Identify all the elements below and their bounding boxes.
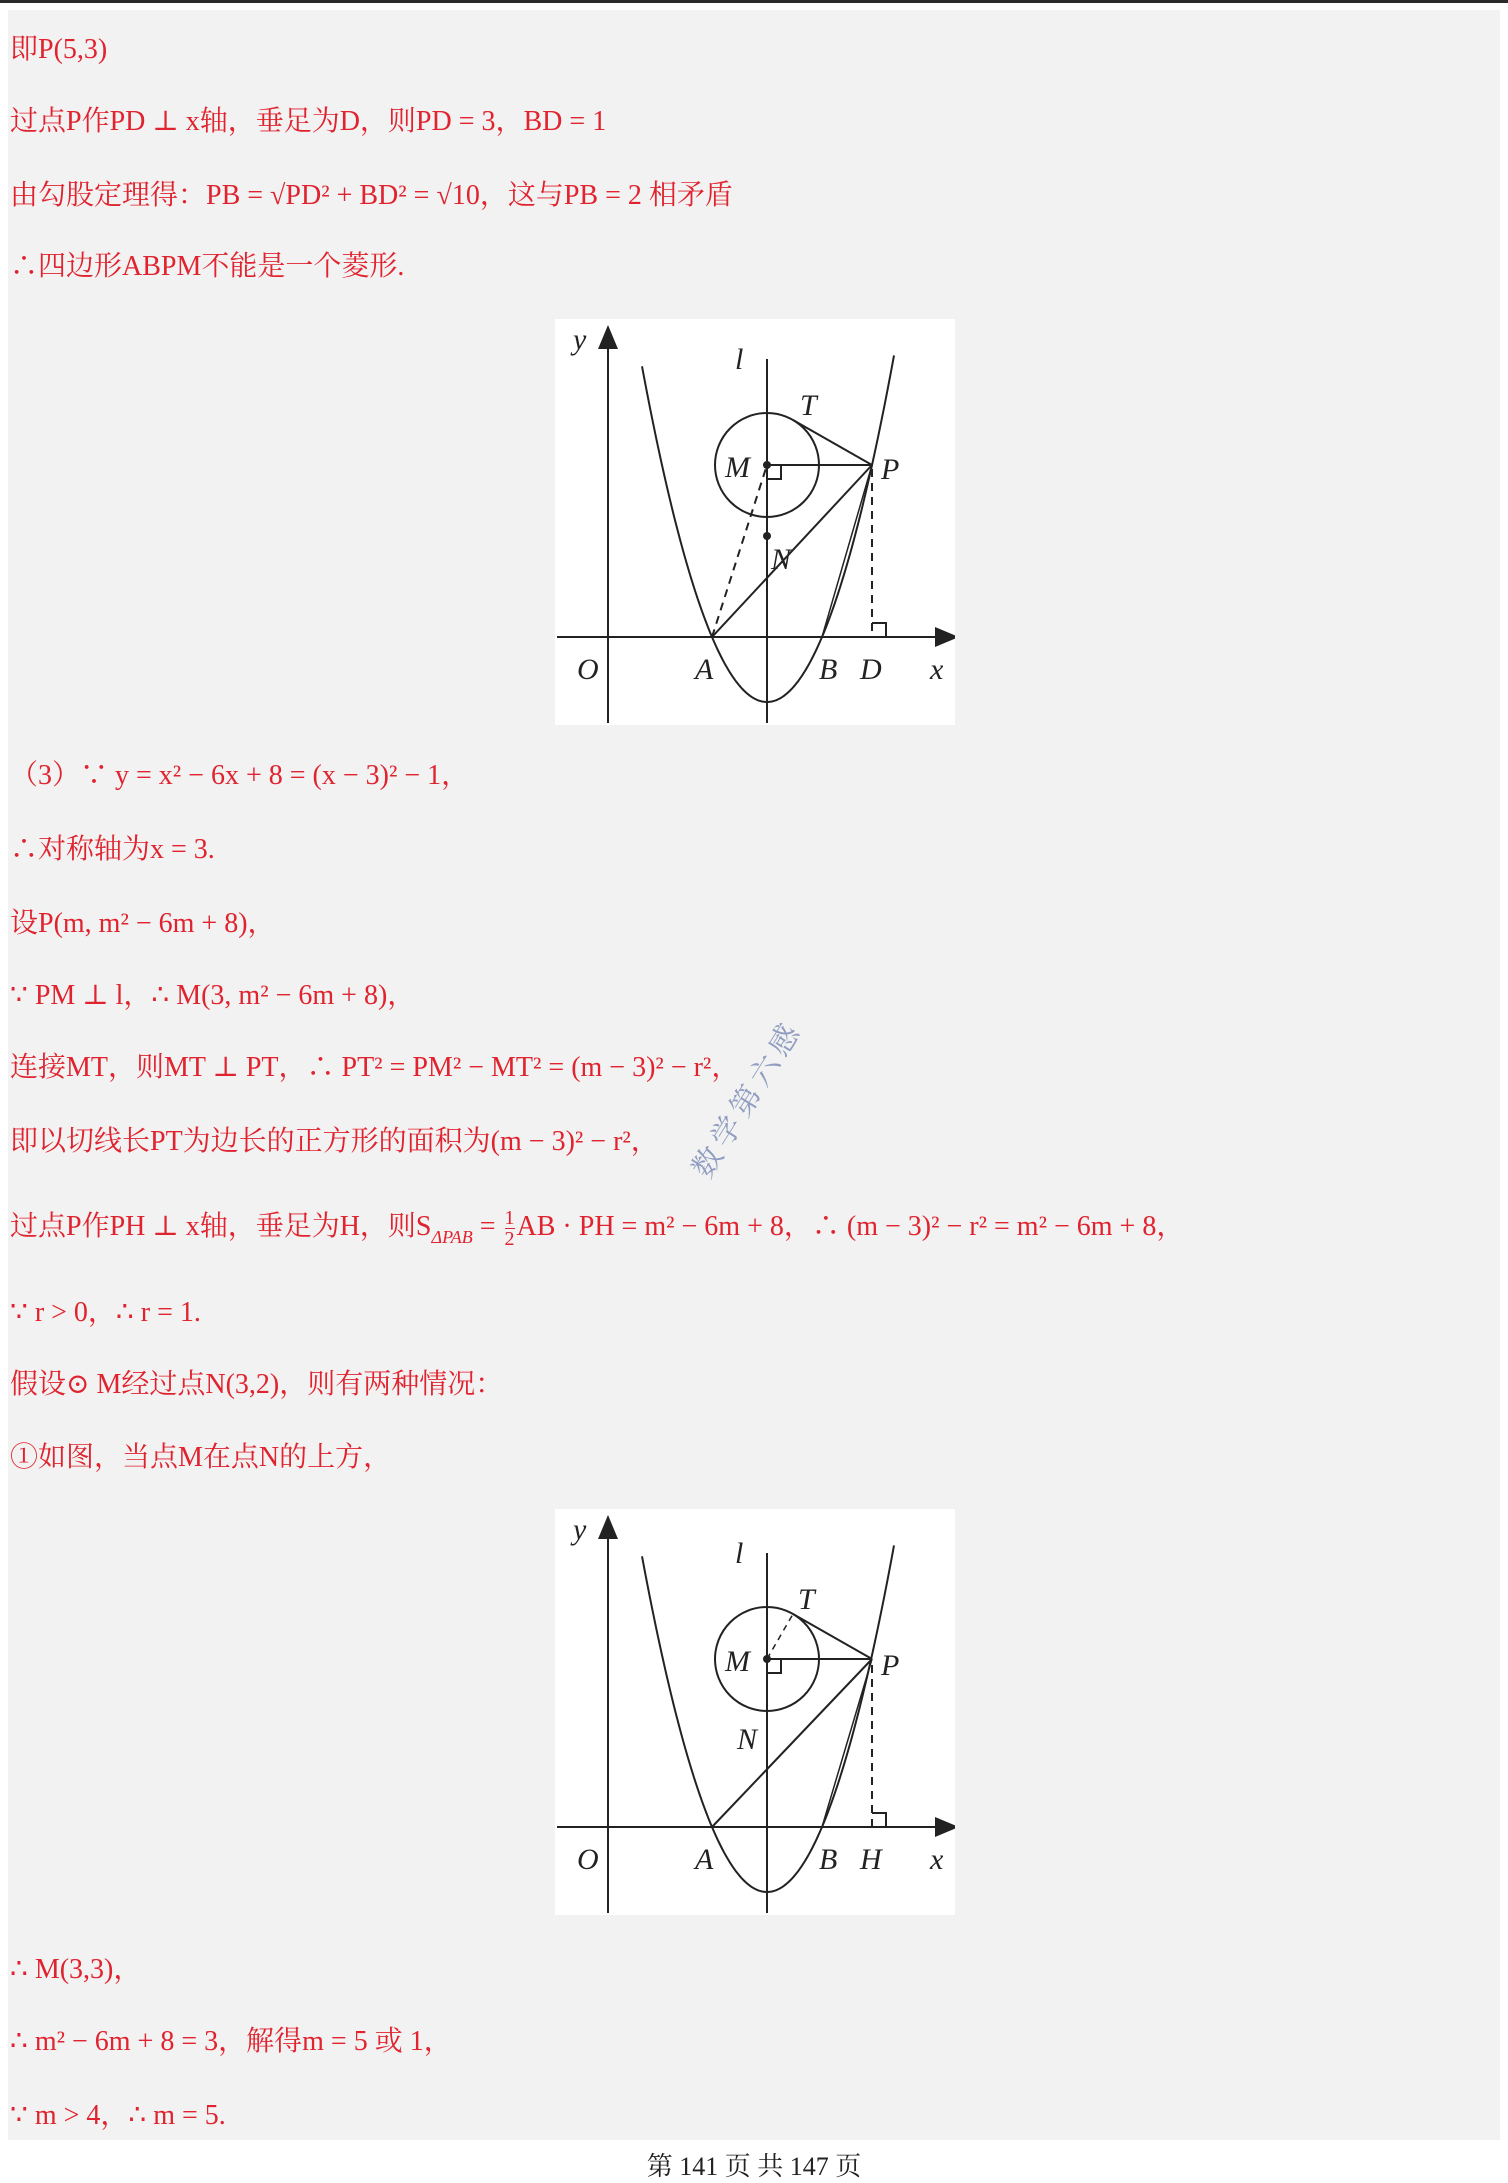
label-h: H (860, 1843, 882, 1876)
parabola-diagram-2 (555, 1509, 955, 1915)
text-line: ∴ M(3,3)， (10, 1954, 142, 1985)
segment-ap (712, 465, 872, 637)
text-line: ∴ m² − 6m + 8 = 3，解得m = 5 或 1， (10, 2026, 452, 2057)
label-t: T (800, 389, 817, 422)
label-a: A (695, 1843, 714, 1876)
text-line: （3）∵ y = x² − 6x + 8 = (x − 3)² − 1， (10, 760, 470, 791)
label-b: B (819, 1843, 838, 1876)
label-p: P (881, 453, 900, 486)
fraction-numerator: 1 (504, 1207, 515, 1230)
label-o: O (577, 1843, 599, 1876)
label-b: B (819, 653, 838, 686)
tangent-pt (793, 420, 872, 465)
top-border (0, 0, 1508, 3)
area-eq: = (472, 1211, 503, 1242)
text-line: ∵ m > 4，∴ m = 5. (10, 2100, 226, 2131)
fraction-denominator: 2 (504, 1228, 515, 1251)
text-line: ∴对称轴为x = 3. (10, 834, 215, 865)
label-x: x (930, 1843, 944, 1876)
page-footer: 第 141 页 共 147 页 (646, 2152, 862, 2181)
point-n (763, 532, 771, 540)
fraction-half (505, 1208, 515, 1249)
watermark: 数学第六感 (685, 1013, 811, 1185)
figure-parabola-2 (555, 1509, 955, 1915)
label-o: O (577, 653, 599, 686)
label-y: y (573, 1513, 587, 1546)
right-angle-mark (872, 1813, 886, 1827)
label-p: P (881, 1649, 900, 1682)
area-subscript: ΔPAB (431, 1227, 473, 1247)
label-a: A (695, 653, 714, 686)
text-line: 由勾股定理得：PB = √PD² + BD² = √10，这与PB = 2 相矛盾 (10, 180, 733, 211)
text-line: ∵ r > 0，∴ r = 1. (10, 1297, 201, 1328)
text-line: 连接MT，则MT ⊥ PT，∴ PT² = PM² − MT² = (m − 3)² − r²， (10, 1052, 740, 1083)
text-line: 假设⊙ M经过点N(3,2)，则有两种情况： (10, 1369, 504, 1400)
text-line: 即P(5,3) (10, 34, 108, 65)
label-n: N (737, 1723, 758, 1756)
text-line: ∴四边形ABPM不能是一个菱形. (10, 251, 405, 282)
label-t: T (798, 1583, 815, 1616)
right-angle-mark (872, 623, 886, 637)
point-m (763, 1655, 771, 1663)
parabola-diagram-1 (555, 319, 955, 725)
text-line: ①如图，当点M在点N的上方， (10, 1442, 392, 1473)
area-line (10, 1206, 1184, 1258)
segment-ap (712, 1659, 872, 1827)
point-m (763, 461, 771, 469)
label-x: x (930, 653, 944, 686)
figure-parabola-1 (555, 319, 955, 725)
text-line: 过点P作PD ⊥ x轴，垂足为D，则PD = 3，BD = 1 (10, 106, 607, 137)
label-y: y (573, 323, 587, 356)
segment-mt-dashed (767, 1614, 793, 1659)
label-l: l (735, 1537, 744, 1570)
label-d: D (860, 653, 882, 686)
text-line: 设P(m, m² − 6m + 8)， (10, 908, 276, 939)
label-m: M (725, 1645, 750, 1678)
area-line-pre: 过点P作PH ⊥ x轴，垂足为H，则S (10, 1211, 432, 1242)
tangent-pt (793, 1614, 872, 1659)
label-m: M (725, 451, 750, 484)
segment-am-dashed (712, 465, 767, 637)
label-l: l (735, 343, 744, 376)
text-line: ∵ PM ⊥ l，∴ M(3, m² − 6m + 8)， (10, 980, 416, 1011)
area-line-post: AB · PH = m² − 6m + 8，∴ (m − 3)² − r² = m² − 6m + 8， (516, 1211, 1185, 1242)
label-n: N (771, 543, 792, 576)
text-line: 即以切线长PT为边长的正方形的面积为(m − 3)² − r²， (10, 1126, 659, 1157)
